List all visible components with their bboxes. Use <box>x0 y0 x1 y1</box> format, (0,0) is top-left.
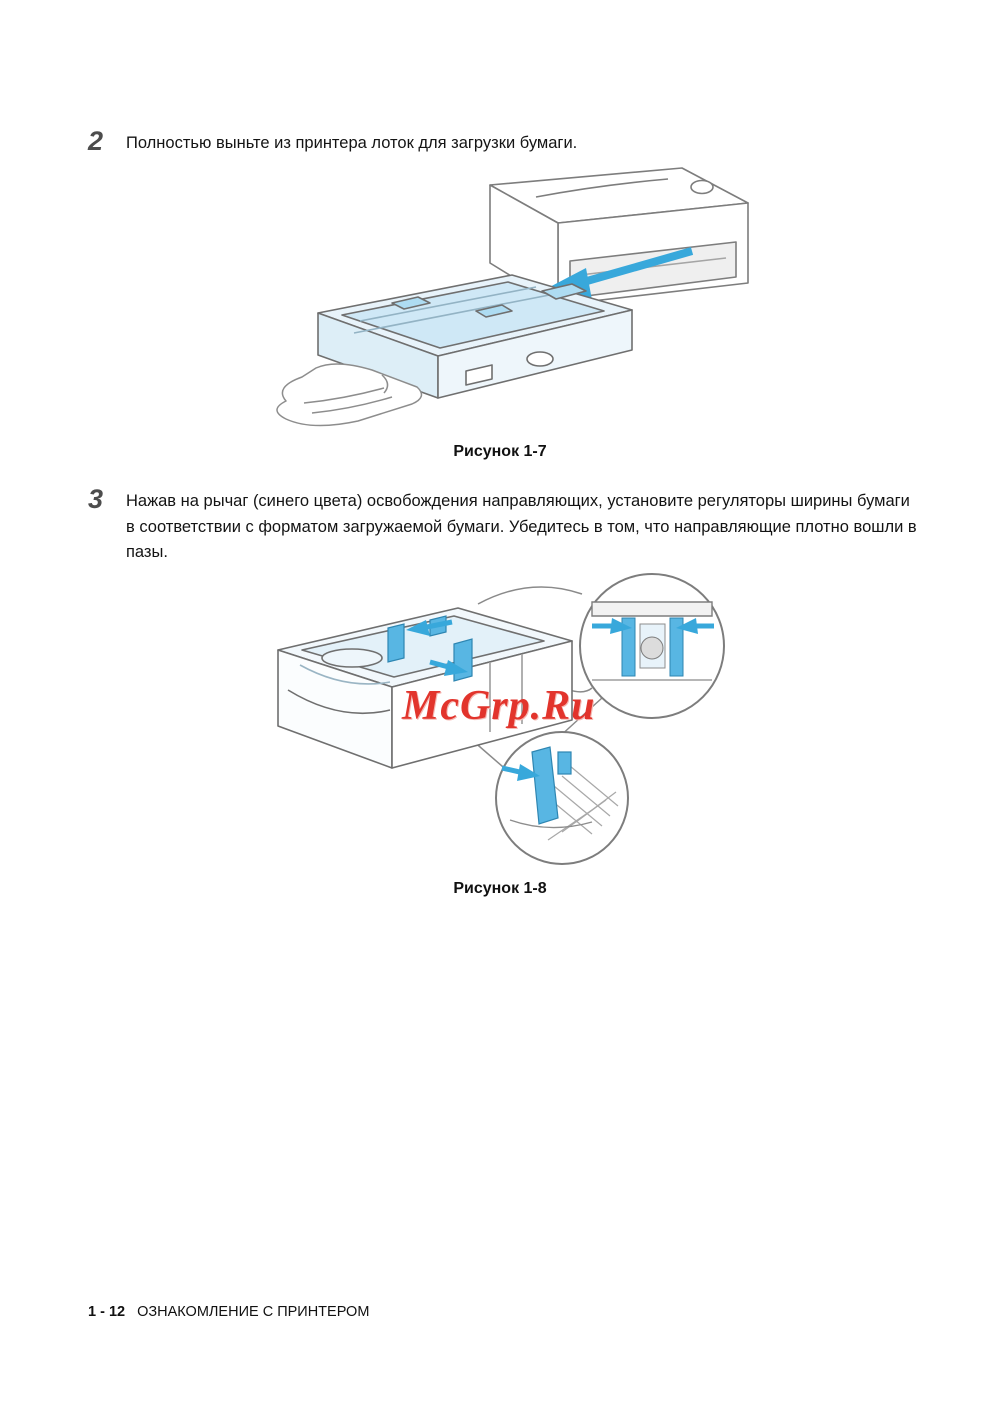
callout-width-guide-detail <box>580 574 724 718</box>
watermark: McGrp.Ru <box>402 683 596 729</box>
step-3-number: 3 <box>88 484 104 514</box>
footer-page-number: 1 - 12 <box>88 1304 126 1320</box>
figure-1-7 <box>240 163 760 461</box>
page-footer <box>88 1304 369 1320</box>
figure-1-8-caption: Рисунок 1-8 <box>453 880 547 897</box>
step-2 <box>88 126 868 157</box>
step-2-text: Полностью выньте из принтера лоток для загрузки бумаги. <box>126 134 578 152</box>
guide-gear <box>641 637 663 659</box>
figure-1-7-illustration <box>240 163 760 433</box>
footer-section-title: ОЗНАКОМЛЕНИЕ С ПРИНТЕРОМ <box>137 1304 370 1320</box>
step-3-text: Нажав на рычаг (синего цвета) освобождения направляющих, установите регуляторы ширины бумаги в соответствии с форматом загружаемой бумаги. Убедитесь в том, что направляющие плотно вошли в пазы. <box>126 492 917 562</box>
step-3 <box>88 484 918 566</box>
printer-top-knob <box>691 181 713 194</box>
figure-1-8 <box>240 570 760 898</box>
callout-guide-slot-detail <box>496 732 628 864</box>
step-2-number: 2 <box>88 126 104 156</box>
figure-1-7-caption: Рисунок 1-7 <box>453 443 547 460</box>
